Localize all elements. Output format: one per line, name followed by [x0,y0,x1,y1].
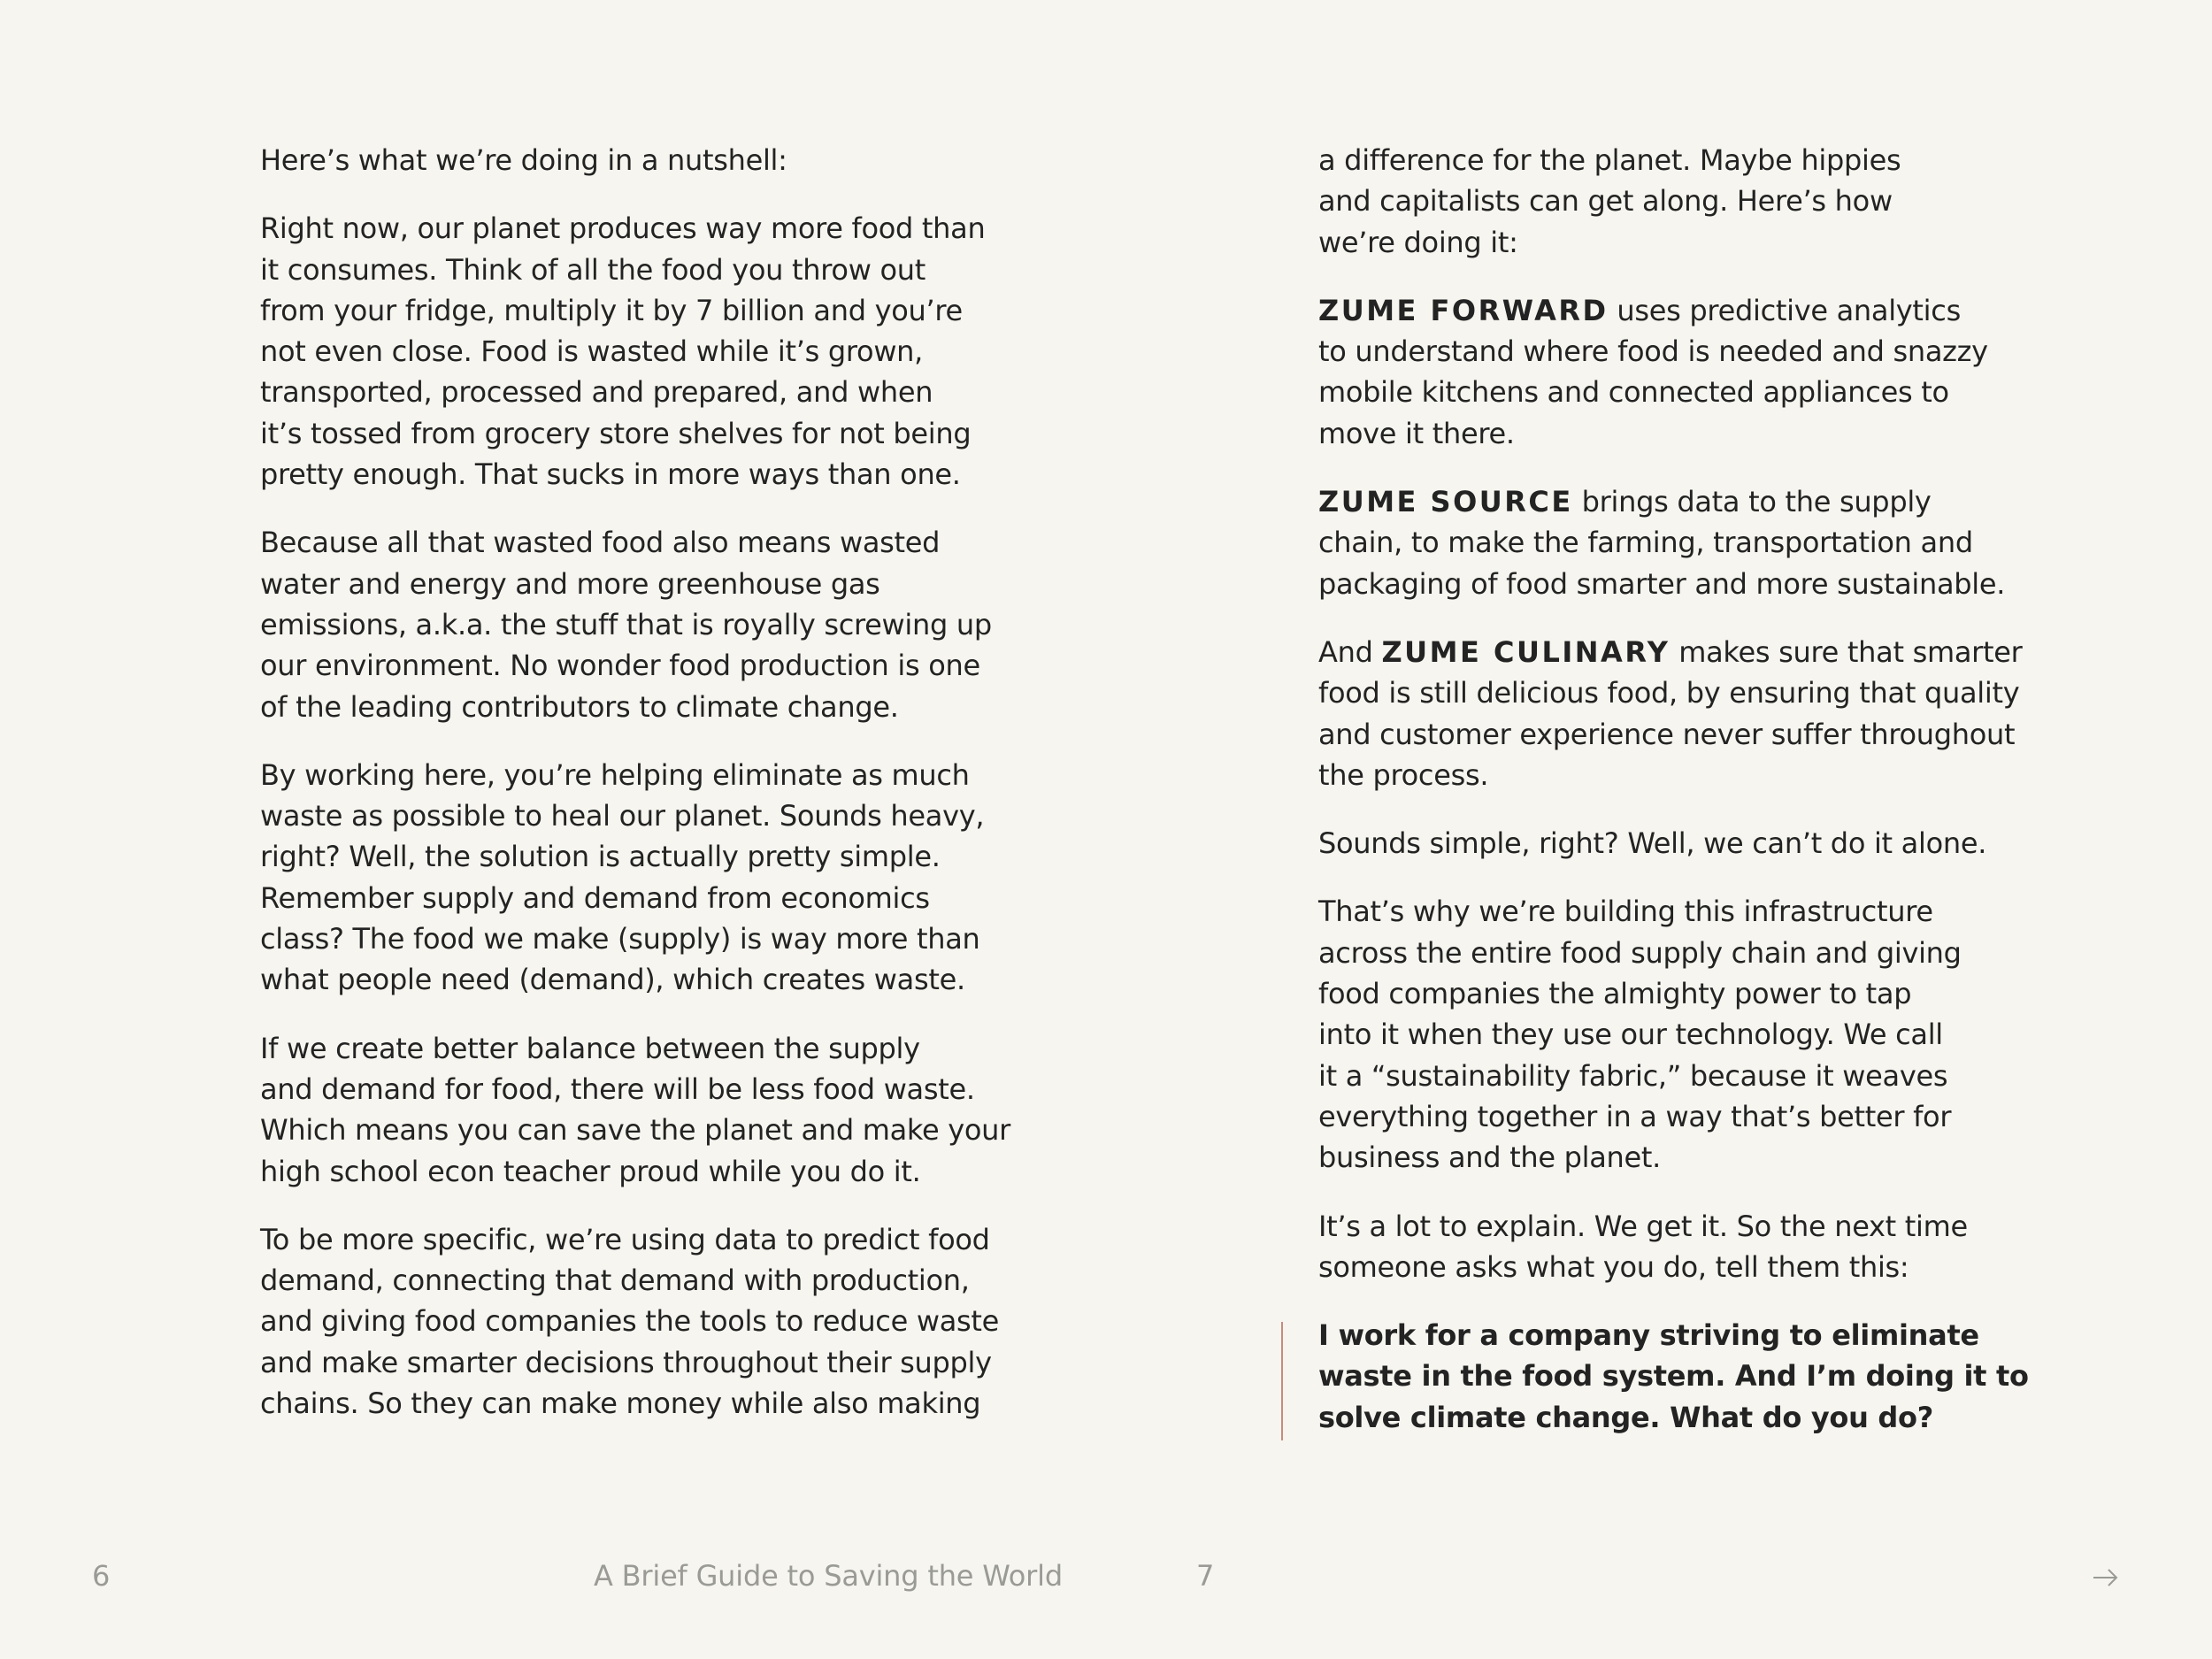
text-line: our environment. No wonder food production is one [260,649,980,683]
text-line: and make smarter decisions throughout their supply [260,1345,992,1379]
paragraph-wasted-resources [260,522,992,726]
text-line: demand, connecting that demand with production, [260,1263,970,1298]
text-line: Because all that wasted food also means wasted [260,526,941,560]
paragraph-supply-demand [260,755,985,1001]
paragraph-infrastructure [1318,891,1973,1178]
text-line: To be more specific, we’re using data to predict food [260,1222,990,1256]
text-line: Which means you can save the planet and make your [260,1113,1011,1148]
text-line: and customer experience never suffer throughout [1318,717,2016,751]
quote-line: I work for a company striving to eliminate [1318,1318,1979,1353]
text-line: Here’s what we’re doing in a nutshell: [260,143,787,177]
paragraph-lot-to-explain [1318,1206,1973,1288]
brand-zume-culinary: ZUME CULINARY [1381,634,1671,669]
quote-rule [1281,1322,1283,1440]
text-line: By working here, you’re helping eliminate as much [260,757,970,792]
brand-zume-forward: ZUME FORWARD [1318,293,1609,327]
quote-line: waste in the food system. And I’m doing it to [1318,1359,2029,1394]
text-line: from your fridge, multiply it by 7 billion and you’re [260,293,963,327]
text-line: it consumes. Think of all the food you throw out [260,252,926,287]
text-line: and giving food companies the tools to reduce waste [260,1304,1000,1339]
arrow-right-icon[interactable] [2092,1564,2120,1591]
text-line: and demand for food, there will be less food waste. [260,1071,975,1106]
text-fragment: And [1318,634,1382,669]
text-line: food is still delicious food, by ensuring that quality [1318,676,2020,710]
text-line: high school econ teacher proud while you do it. [260,1154,921,1188]
text-line: emissions, a.k.a. the stuff that is royally screwing up [260,607,992,641]
text-line: waste as possible to heal our planet. Sounds heavy, [260,799,985,833]
text-line: That’s why we’re building this infrastructure [1318,895,1933,929]
text-line: a difference for the planet. Maybe hippies [1318,143,1901,177]
text-fragment: makes sure that smarter [1670,634,2023,669]
paragraph-zume-culinary [1318,632,2023,795]
paragraph-zume-forward [1318,290,1988,454]
text-line: of the leading contributors to climate change. [260,689,899,724]
text-line: it’s tossed from grocery store shelves for not being [260,416,972,450]
pull-quote [1318,1315,2029,1438]
text-line: what people need (demand), which creates waste. [260,963,965,997]
text-line: Sounds simple, right? Well, we can’t do it alone. [1318,826,1987,861]
quote-line: solve climate change. What do you do? [1318,1400,1933,1434]
footer-title: A Brief Guide to Saving the World [594,1559,1063,1593]
text-line: across the entire food supply chain and giving [1318,935,1962,970]
text-line: chains. So they can make money while also making [260,1386,981,1421]
text-line: the process. [1318,757,1489,792]
paragraph-more-specific [260,1219,1000,1424]
page-number-right: 7 [1196,1559,1215,1593]
text-line: food companies the almighty power to tap [1318,977,1912,1011]
text-line: class? The food we make (supply) is way more than [260,922,980,956]
text-line: someone asks what you do, tell them this: [1318,1249,1909,1284]
brand-zume-source: ZUME SOURCE [1318,485,1573,519]
paragraph-better-balance [260,1028,1011,1192]
text-line: water and energy and more greenhouse gas [260,566,880,601]
text-line: not even close. Food is wasted while it’s grown, [260,334,924,369]
text-line: It’s a lot to explain. We get it. So the next time [1318,1209,1968,1243]
text-line: Remember supply and demand from economics [260,880,930,915]
text-line: everything together in a way that’s better for [1318,1099,1952,1133]
text-line: mobile kitchens and connected appliances to [1318,375,1949,410]
paragraph-intro [260,140,941,180]
arrow-right-icon-svg [2092,1564,2120,1591]
text-line: we’re doing it: [1318,225,1518,259]
right-column [1318,140,2029,1438]
text-line [1318,632,2023,672]
paragraph-food-overproduction [260,208,986,495]
paragraph-difference [1318,140,1973,263]
text-line: packaging of food smarter and more sustainable. [1318,566,2006,601]
text-line: and capitalists can get along. Here’s how [1318,184,1893,219]
text-line: Right now, our planet produces way more food than [260,211,986,246]
text-line: it a “sustainability fabric,” because it weaves [1318,1058,1948,1093]
text-line: into it when they use our technology. We call [1318,1018,1943,1052]
text-line: to understand where food is needed and snazzy [1318,334,1988,369]
text-fragment: brings data to the supply [1572,485,1932,519]
text-line: business and the planet. [1318,1141,1662,1175]
text-line [1318,290,1973,331]
text-line: move it there. [1318,416,1515,450]
text-line: right? Well, the solution is actually pretty simple. [260,840,941,874]
left-column [260,140,1011,1451]
text-line: chain, to make the farming, transportation and [1318,526,1973,560]
page-number-left: 6 [92,1559,111,1593]
text-fragment: uses predictive analytics [1608,293,1961,327]
text-line: transported, processed and prepared, and when [260,375,933,410]
text-line [1318,481,1973,522]
text-line: If we create better balance between the supply [260,1031,920,1065]
text-line: pretty enough. That sucks in more ways than one. [260,457,961,492]
paragraph-zume-source [1318,481,2006,604]
paragraph-sounds-simple [1318,823,1987,864]
